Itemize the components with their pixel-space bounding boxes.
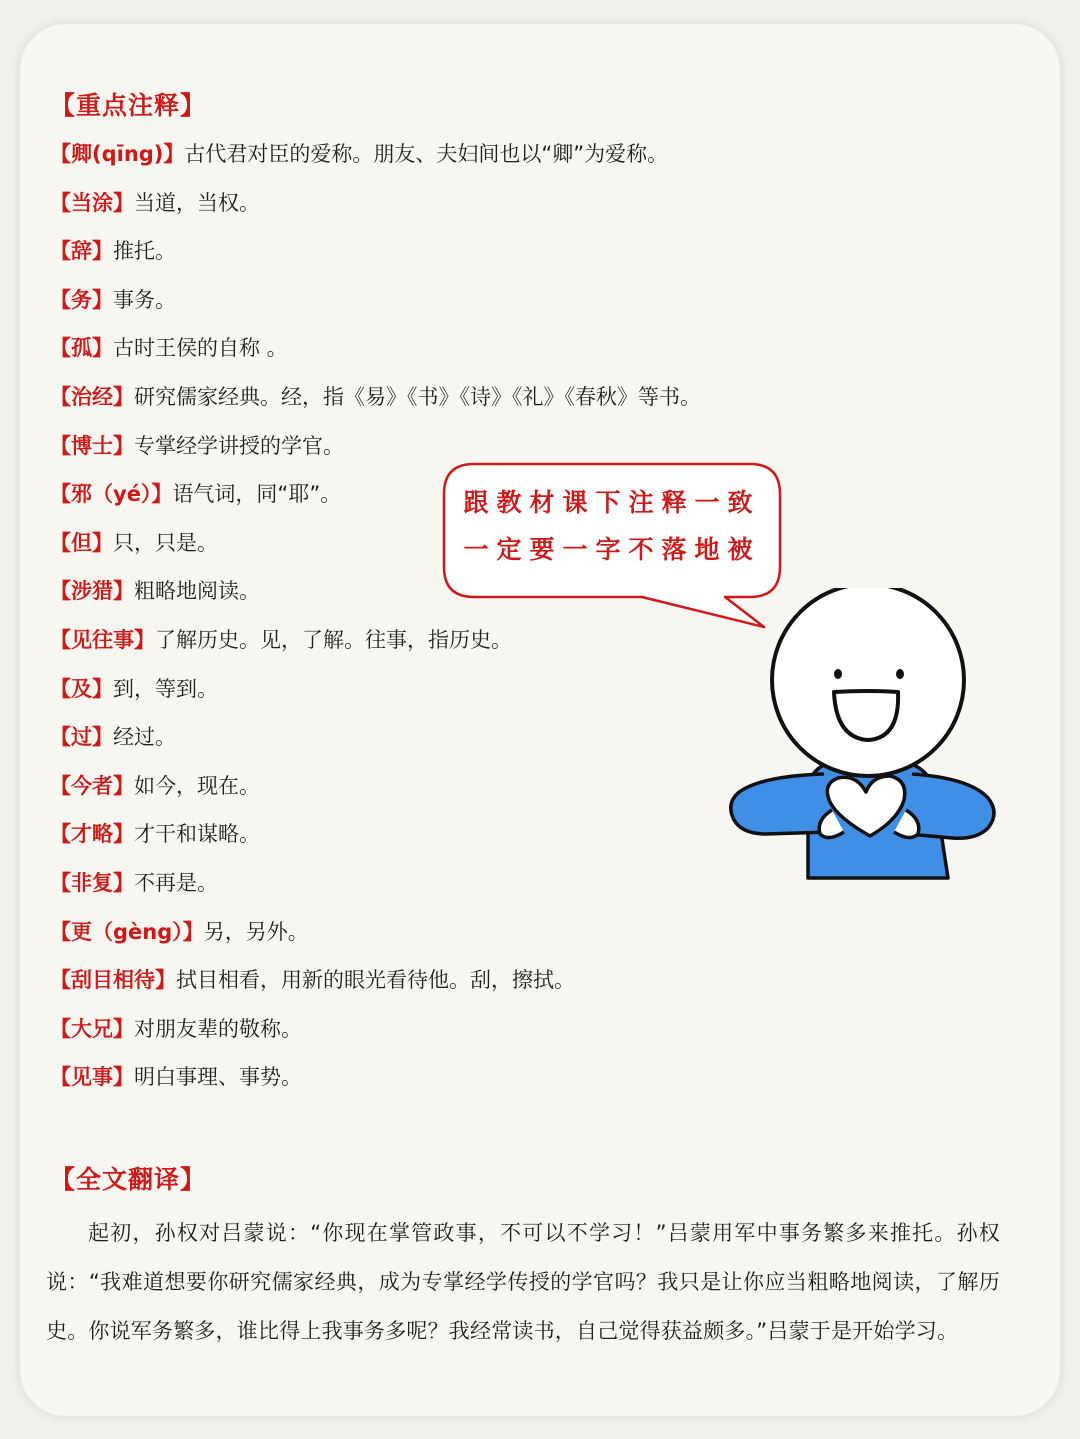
note-term: 【才略】 [50, 822, 134, 847]
mascot-right-eye [896, 669, 904, 679]
note-gloss: 经过。 [113, 725, 176, 750]
mascot-left-arm [731, 774, 830, 834]
note-item [50, 1010, 701, 1059]
notes-heading: 【重点注释】 [50, 91, 207, 120]
note-gloss: 到，等到。 [113, 676, 218, 701]
translation-paragraph: 起初，孙权对吕蒙说：“你现在掌管政事，不可以不学习！”吕蒙用军中事务繁多来推托。孙权说：“我难道想要你研究儒家经典，成为专掌经学传授的学官吗？我只是让你应当粗略地阅读，了解历史。你说军务繁多，谁比得上我事务多呢？我经常读书，自己觉得获益颇多。”吕蒙于是开始学习。 [46, 1221, 1000, 1343]
note-term: 【当涂】 [50, 190, 134, 215]
bubble-text-line1: 跟教材课下注释一致 [463, 488, 761, 517]
note-item [50, 961, 701, 1010]
note-term: 【邪（yé）】 [50, 482, 173, 507]
bubble-text-line2: 一定要一字不落地被 [463, 535, 761, 564]
note-gloss: 研究儒家经典。经，指《易》《书》《诗》《礼》《春秋》等书。 [134, 384, 701, 409]
note-term: 【治经】 [50, 384, 134, 409]
note-item [50, 767, 701, 816]
note-gloss: 推托。 [113, 239, 176, 264]
note-item [50, 1058, 701, 1107]
note-term: 【过】 [50, 725, 113, 750]
mascot-left-eye [834, 669, 842, 679]
note-gloss: 语气词，同“耶”。 [172, 482, 342, 507]
note-term: 【但】 [50, 530, 113, 555]
note-term: 【务】 [50, 287, 113, 312]
note-item [50, 864, 701, 913]
note-gloss: 当道，当权。 [134, 190, 260, 215]
note-term: 【大兄】 [50, 1016, 134, 1041]
note-term: 【见事】 [50, 1065, 134, 1090]
note-gloss: 如今，现在。 [134, 773, 260, 798]
note-gloss: 只，只是。 [113, 530, 218, 555]
note-gloss: 才干和谋略。 [134, 822, 260, 847]
note-gloss: 明白事理、事势。 [134, 1065, 302, 1090]
note-term: 【博士】 [50, 433, 134, 458]
note-item [50, 913, 701, 962]
note-term: 【卿(qīng)】 [50, 142, 185, 166]
note-term: 【非复】 [50, 870, 134, 895]
mascot-right-arm [908, 774, 994, 838]
note-term: 【刮目相待】 [50, 968, 176, 993]
note-term: 【辞】 [50, 239, 113, 264]
note-term: 【更（gèng）】 [50, 919, 204, 944]
note-term: 【涉猎】 [50, 579, 134, 604]
note-gloss: 对朋友辈的敬称。 [134, 1016, 302, 1041]
smiley-mascot-heart-hands [720, 588, 1010, 888]
note-gloss: 粗略地阅读。 [134, 579, 260, 604]
note-gloss: 不再是。 [134, 870, 218, 895]
note-gloss: 另，另外。 [203, 919, 309, 944]
translation-heading: 【全文翻译】 [50, 1165, 207, 1194]
note-term: 【及】 [50, 676, 113, 701]
note-gloss: 事务。 [113, 287, 176, 312]
note-gloss: 古代君对臣的爱称。朋友、夫妇间也以“卿”为爱称。 [184, 142, 669, 166]
note-gloss: 拭目相看，用新的眼光看待他。刮，擦拭。 [176, 968, 575, 993]
note-item [50, 815, 701, 864]
note-term: 【今者】 [50, 773, 134, 798]
note-term: 【见往事】 [50, 627, 155, 652]
note-term: 【孤】 [50, 336, 113, 361]
note-gloss: 古时王侯的自称 。 [113, 336, 288, 361]
note-item [50, 718, 701, 767]
note-gloss: 了解历史。见，了解。往事，指历史。 [155, 627, 512, 652]
mascot-head [772, 588, 964, 776]
note-gloss: 专掌经学讲授的学官。 [134, 433, 344, 458]
